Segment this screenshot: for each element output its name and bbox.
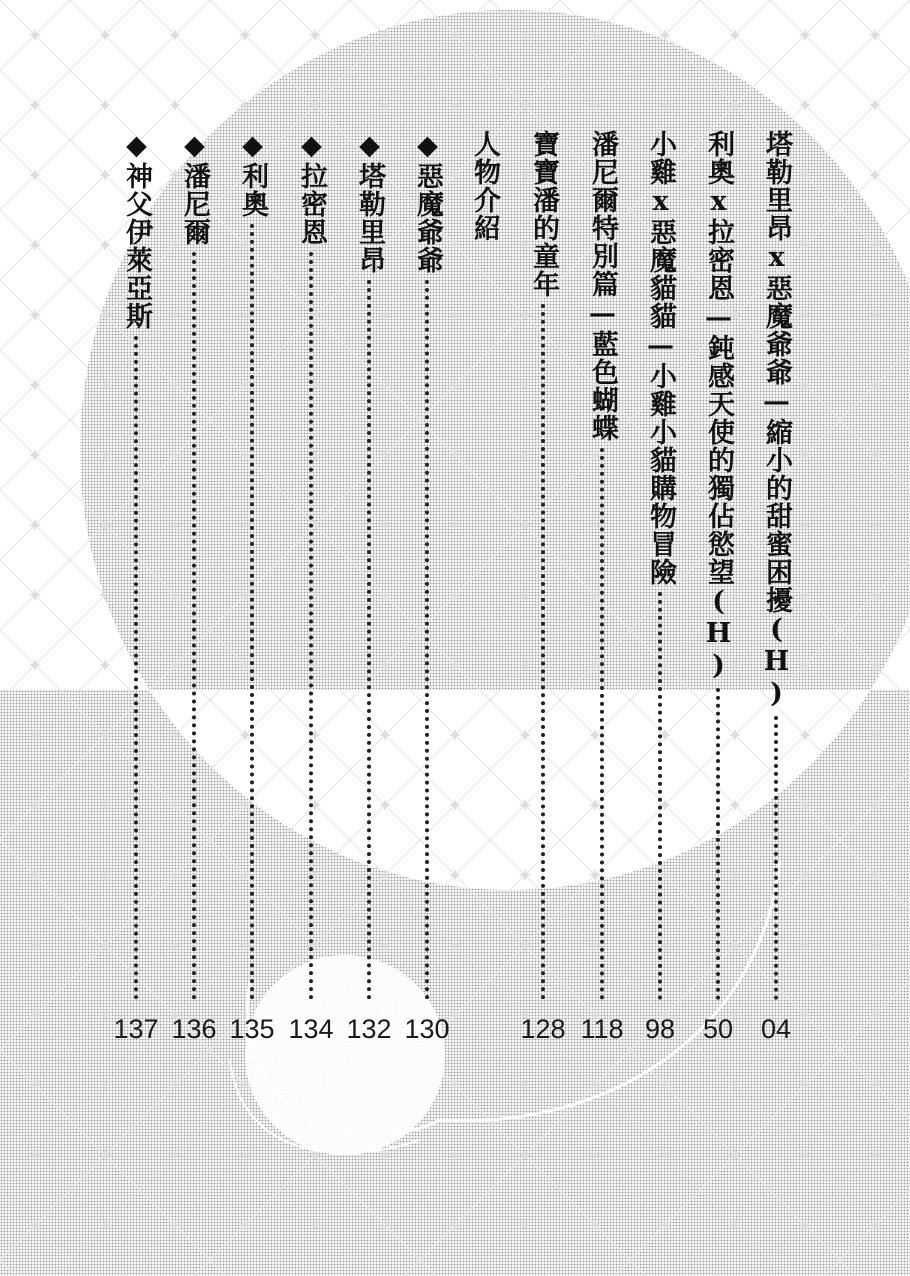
- toc-page-number: 98: [644, 1014, 676, 1044]
- toc-page-number: 130: [404, 1014, 450, 1044]
- toc-leader-dots: [192, 252, 196, 1000]
- toc-entry[interactable]: [346, 130, 392, 1044]
- toc-leader-dots: [134, 336, 138, 1000]
- toc-entry-title: 利奧x拉密恩—鈍感天使的獨佔慾望(H): [703, 130, 734, 682]
- toc-entry[interactable]: [464, 130, 504, 246]
- toc-leader-dots: [600, 448, 604, 1000]
- toc-leader-dots: [367, 280, 371, 1000]
- toc-leader-dots: [541, 304, 545, 1000]
- toc-page-number: 04: [760, 1014, 792, 1044]
- toc-entry-title: 塔勒里昂x惡魔爺爺—縮小的甜蜜困擾(H): [761, 130, 792, 710]
- toc-entry-title: ◆潘尼爾: [179, 130, 210, 246]
- toc-entry[interactable]: [113, 130, 159, 1044]
- toc-leader-dots: [309, 252, 313, 1000]
- toc-entry[interactable]: [229, 130, 275, 1044]
- toc-page-number: 137: [113, 1014, 159, 1044]
- toc-entry-title: 潘尼爾特別篇—藍色蝴蝶: [587, 130, 618, 442]
- toc-entry-title: 寶寶潘的童年: [528, 130, 559, 298]
- toc-entry[interactable]: [404, 130, 450, 1044]
- toc-leader-dots: [774, 716, 778, 1000]
- toc-page-number: 128: [520, 1014, 566, 1044]
- toc-leader-dots: [716, 688, 720, 1000]
- toc-page-number: 134: [288, 1014, 334, 1044]
- toc-entry[interactable]: [580, 130, 624, 1044]
- toc-page-number: 132: [346, 1014, 392, 1044]
- toc-entry-title: ◆神父伊萊亞斯: [121, 130, 152, 330]
- toc-entry[interactable]: [288, 130, 334, 1044]
- toc-entry-title: ◆拉密恩: [296, 130, 327, 246]
- toc-entry[interactable]: [698, 130, 738, 1044]
- toc-entry[interactable]: [640, 130, 680, 1044]
- toc-entry[interactable]: [171, 130, 217, 1044]
- toc-leader-dots: [658, 592, 662, 1000]
- toc-entry-title: 小雞x惡魔貓貓—小雞小貓購物冒險: [645, 130, 676, 586]
- toc-page-number: 50: [702, 1014, 734, 1044]
- toc-entry-title: 人物介紹: [469, 130, 500, 242]
- toc-page-number: 136: [171, 1014, 217, 1044]
- toc-page-number: 118: [580, 1014, 624, 1044]
- toc-entry-title: ◆塔勒里昂: [354, 130, 385, 274]
- toc-entry-title: ◆惡魔爺爺: [412, 130, 443, 274]
- toc-entry-title: ◆利奧: [237, 130, 268, 218]
- toc-leader-dots: [425, 280, 429, 1000]
- toc-entry[interactable]: [520, 130, 566, 1044]
- toc-leader-dots: [250, 224, 254, 1000]
- toc-page-number: 135: [229, 1014, 275, 1044]
- toc-entry[interactable]: [756, 130, 796, 1044]
